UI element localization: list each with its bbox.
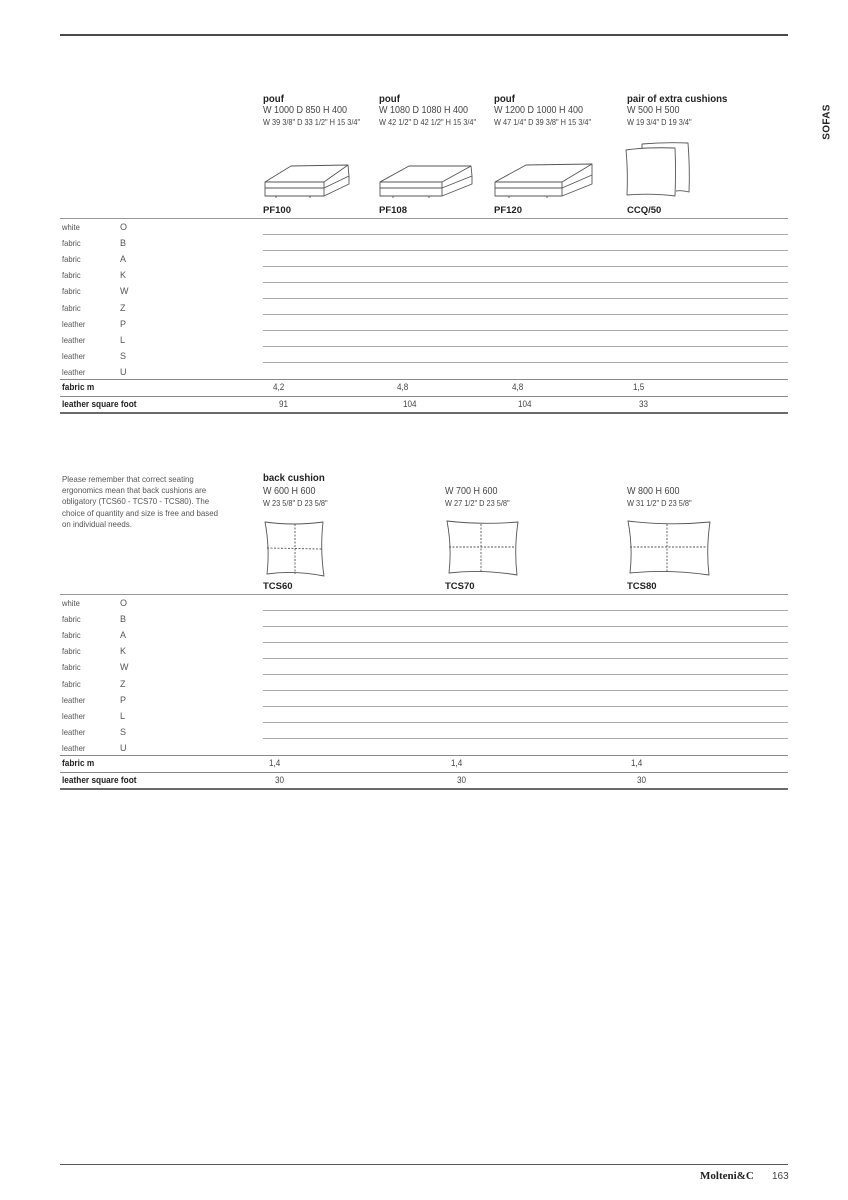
- fabric-m-row: [60, 757, 788, 772]
- table-row: [60, 694, 788, 710]
- page-number: 163: [772, 1171, 789, 1182]
- product-code: PF120: [494, 205, 522, 216]
- material-type: leather: [62, 318, 86, 329]
- fabric-m-value: 4,8: [512, 382, 524, 392]
- table-row: [60, 221, 788, 237]
- product-code: TCS60: [263, 581, 293, 592]
- cushion-pair-icon: [624, 140, 694, 198]
- table-top-rule: [60, 218, 788, 219]
- row-divider: [263, 706, 788, 707]
- section-tab: [812, 92, 842, 152]
- table-row: [60, 253, 788, 269]
- footer-rule: [60, 1164, 788, 1165]
- row-divider: [263, 722, 788, 723]
- row-divider: [263, 234, 788, 235]
- material-category: U: [120, 366, 127, 377]
- product-imperial-dims: W 42 1/2" D 42 1/2" H 15 3/4": [379, 118, 477, 127]
- material-type: fabric: [62, 302, 81, 313]
- header-rule: [60, 34, 788, 36]
- product-imperial-dims: W 27 1/2" D 23 5/8": [445, 499, 510, 508]
- product-PF120: [494, 93, 602, 127]
- material-category: P: [120, 694, 127, 705]
- back-cushion-icon: [627, 519, 713, 577]
- table-row: [60, 726, 788, 742]
- fabric-m-value: 1,4: [631, 758, 643, 768]
- material-category: S: [120, 350, 127, 361]
- fabric-m-value: 1,4: [269, 758, 281, 768]
- product-imperial-dims: W 47 1/4" D 39 3/8" H 15 3/4": [494, 118, 592, 127]
- product-metric-dims: W 600 H 600: [263, 486, 316, 497]
- table-row: [60, 661, 788, 677]
- material-type: fabric: [62, 238, 81, 249]
- row-divider: [263, 330, 788, 331]
- section-tab-label: SOFAS: [821, 104, 833, 140]
- product-code: PF100: [263, 205, 291, 216]
- brand-logo: Molteni&C: [700, 1170, 754, 1182]
- material-type: leather: [62, 742, 86, 753]
- material-type: leather: [62, 350, 86, 361]
- table-bottom-rule: [60, 788, 788, 790]
- leather-sqft-value: 104: [403, 399, 417, 409]
- fabric-m-value: 4,2: [273, 382, 285, 392]
- table-row: [60, 645, 788, 661]
- material-type: leather: [62, 726, 86, 737]
- row-divider: [263, 610, 788, 611]
- leather-sqft-row: [60, 398, 788, 413]
- material-category: O: [120, 222, 128, 232]
- material-category: W: [120, 286, 129, 297]
- material-category: B: [120, 238, 127, 249]
- product-TCS80: [627, 486, 699, 508]
- table-row: [60, 629, 788, 645]
- material-type: leather: [62, 366, 86, 377]
- material-type: fabric: [62, 614, 81, 625]
- material-category: B: [120, 614, 127, 625]
- product-imperial-dims: W 19 3/4" D 19 3/4": [627, 118, 692, 127]
- row-divider: [60, 396, 788, 397]
- product-TCS60: [263, 486, 335, 508]
- material-type: white: [62, 222, 80, 232]
- product-metric-dims: W 700 H 600: [445, 486, 498, 497]
- product-metric-dims: W 500 H 500: [627, 105, 680, 116]
- product-title: pair of extra cushions: [627, 93, 728, 105]
- product-metric-dims: W 1000 D 850 H 400: [263, 105, 348, 116]
- material-category: A: [120, 630, 127, 641]
- table-row: [60, 318, 788, 334]
- leather-sqft-row: [60, 774, 788, 789]
- table-row: [60, 678, 788, 694]
- product-title: pouf: [494, 93, 515, 105]
- summary-label: leather square foot: [62, 775, 137, 785]
- product-code: TCS70: [445, 581, 475, 592]
- product-imperial-dims: W 39 3/8" D 33 1/2" H 15 3/4": [263, 118, 361, 127]
- material-type: fabric: [62, 254, 81, 265]
- product-metric-dims: W 800 H 600: [627, 486, 680, 497]
- fabric-m-value: 1,5: [633, 382, 645, 392]
- fabric-m-row: [60, 381, 788, 396]
- row-divider: [60, 755, 788, 756]
- material-category: L: [120, 334, 126, 345]
- material-type: leather: [62, 334, 86, 345]
- leather-sqft-value: 91: [279, 399, 289, 409]
- product-CCQ50: [627, 93, 736, 127]
- row-divider: [263, 314, 788, 315]
- material-type: fabric: [62, 630, 81, 641]
- pouf-icon: [379, 160, 475, 200]
- leather-sqft-value: 30: [637, 775, 647, 785]
- row-divider: [263, 250, 788, 251]
- pouf-icon: [494, 158, 594, 200]
- summary-label: leather square foot: [62, 399, 137, 409]
- material-type: fabric: [62, 270, 81, 281]
- leather-sqft-value: 33: [639, 399, 649, 409]
- table-row: [60, 269, 788, 285]
- product-title: pouf: [379, 93, 400, 105]
- back-cushion-icon: [446, 519, 520, 577]
- summary-label: fabric m: [62, 382, 95, 392]
- row-divider: [263, 362, 788, 363]
- leather-sqft-value: 104: [518, 399, 532, 409]
- product-title: back cushion: [263, 472, 325, 484]
- row-divider: [263, 298, 788, 299]
- table-top-rule: [60, 594, 788, 595]
- back-cushion-icon: [264, 520, 326, 578]
- row-divider: [263, 658, 788, 659]
- row-divider: [263, 626, 788, 627]
- leather-sqft-value: 30: [275, 775, 285, 785]
- material-type: fabric: [62, 678, 81, 689]
- row-divider: [263, 738, 788, 739]
- product-PF108: [379, 93, 487, 127]
- material-category: Z: [120, 302, 126, 313]
- material-category: A: [120, 254, 127, 265]
- table-row: [60, 237, 788, 253]
- material-type: leather: [62, 694, 86, 705]
- row-divider: [263, 642, 788, 643]
- table-row: [60, 302, 788, 318]
- ergonomics-note: Please remember that correct seating ergonomics mean that back cushions are obligatory (TCS60 - TCS70 - TCS80). The choice of quantity and size is free and based on individual needs.: [62, 474, 219, 529]
- material-type: fabric: [62, 286, 81, 297]
- material-category: K: [120, 270, 127, 281]
- material-category: K: [120, 646, 127, 657]
- table-row: [60, 285, 788, 301]
- material-type: fabric: [62, 662, 81, 673]
- material-category: W: [120, 662, 129, 673]
- material-category: Z: [120, 678, 126, 689]
- summary-label: fabric m: [62, 758, 95, 768]
- row-divider: [263, 674, 788, 675]
- product-TCS70: [445, 486, 517, 508]
- product-code: CCQ/50: [627, 205, 662, 216]
- table-row: [60, 597, 788, 613]
- product-imperial-dims: W 31 1/2" D 23 5/8": [627, 499, 692, 508]
- material-category: P: [120, 318, 127, 329]
- product-code: PF108: [379, 205, 407, 216]
- material-category: U: [120, 742, 127, 753]
- table-row: [60, 710, 788, 726]
- product-imperial-dims: W 23 5/8" D 23 5/8": [263, 499, 328, 508]
- material-type: white: [62, 598, 80, 608]
- table-row: [60, 350, 788, 366]
- table-row: [60, 613, 788, 629]
- row-divider: [60, 379, 788, 380]
- leather-sqft-value: 30: [457, 775, 467, 785]
- table-row: [60, 334, 788, 350]
- material-category: S: [120, 726, 127, 737]
- product-code: TCS80: [627, 581, 657, 592]
- row-divider: [263, 690, 788, 691]
- material-type: leather: [62, 710, 86, 721]
- row-divider: [263, 266, 788, 267]
- pouf-icon: [264, 160, 354, 200]
- table-bottom-rule: [60, 412, 788, 414]
- material-category: O: [120, 598, 128, 608]
- row-divider: [60, 772, 788, 773]
- material-category: L: [120, 710, 126, 721]
- product-metric-dims: W 1080 D 1080 H 400: [379, 105, 469, 116]
- row-divider: [263, 346, 788, 347]
- row-divider: [263, 282, 788, 283]
- fabric-m-value: 4,8: [397, 382, 409, 392]
- product-PF100: [263, 93, 371, 127]
- fabric-m-value: 1,4: [451, 758, 463, 768]
- product-metric-dims: W 1200 D 1000 H 400: [494, 105, 584, 116]
- product-title: pouf: [263, 93, 284, 105]
- material-type: fabric: [62, 646, 81, 657]
